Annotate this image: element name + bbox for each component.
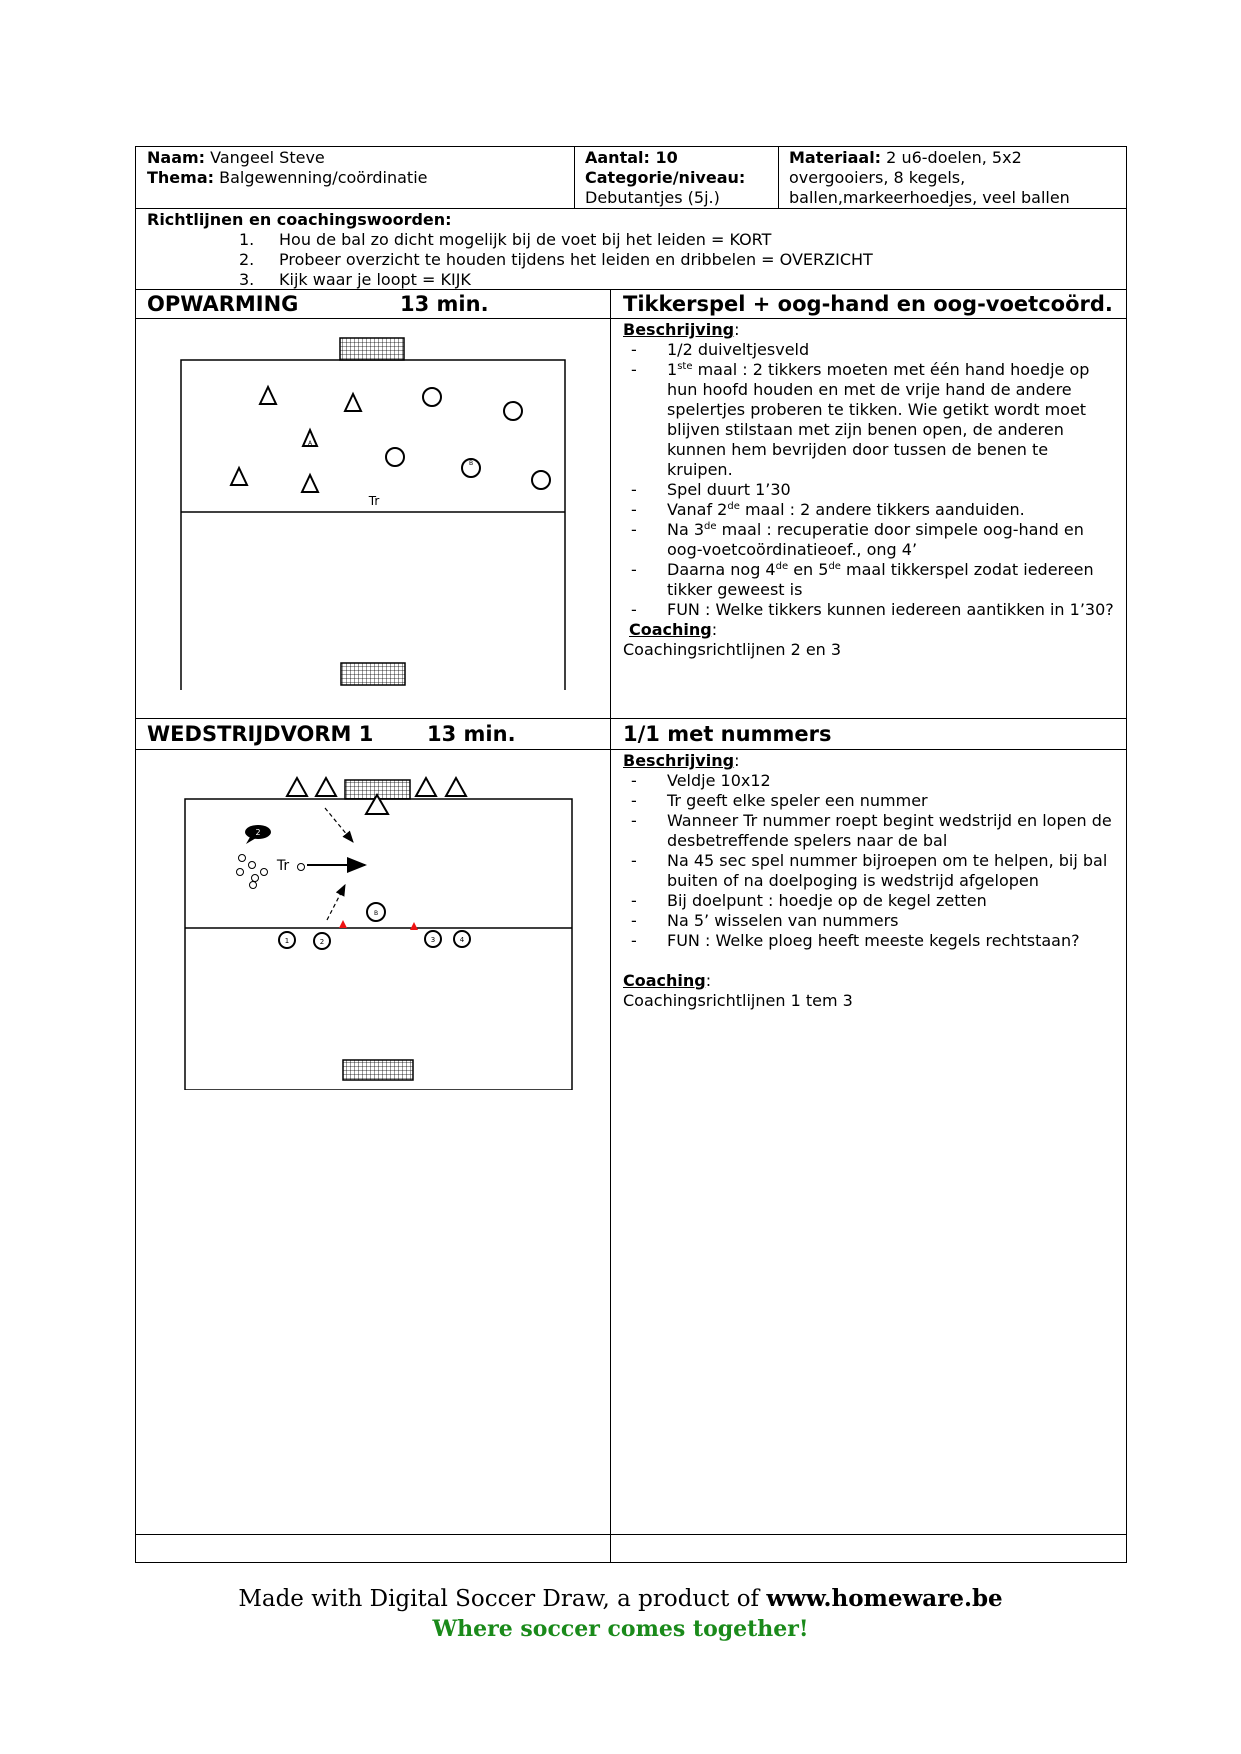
player-number: 1 (284, 937, 290, 945)
text: maal : 2 tikkers moeten met één hand hoedje op hun hoofd houden en met de vrije hand de andere spelertjes proberen te tikken. Wie getikt wordt moet blijven stilstaan met zijn benen open, de anderen kunnen hem bevrijden door tussen de benen te kruipen. (667, 360, 1090, 479)
footer-credit-text: Made with Digital Soccer Draw, a product of (238, 1586, 767, 1612)
text: maal : 2 andere tikkers aanduiden. (739, 500, 1025, 519)
list-item: - Bij doelpunt : hoedje op de kegel zetten (623, 891, 1118, 911)
row-line-4 (135, 718, 1127, 719)
ordinal: ste (677, 361, 693, 372)
cone-icon (287, 778, 307, 796)
categorie-value: Debutantjes (5j.) (585, 188, 720, 207)
match1-title: 1/1 met nummers (623, 722, 832, 746)
header-divider-1 (574, 146, 575, 208)
aantal-label: Aantal: 10 (585, 148, 678, 167)
thema-value: Balgewenning/coördinatie (219, 168, 428, 187)
text: maal tikkerspel zodat iedereen tikker geweest is (667, 560, 1094, 599)
row-line-6 (135, 1534, 1127, 1535)
cone-icon (446, 778, 466, 796)
materiaal-label: Materiaal: (789, 148, 882, 167)
list-item: - FUN : Welke ploeg heeft meeste kegels rechtstaan? (623, 931, 1118, 951)
list-item: - Na 5’ wisselen van nummers (623, 911, 1118, 931)
match1-bottom-goal (343, 1060, 413, 1080)
ball-icon (239, 855, 246, 862)
list-item (623, 500, 1118, 520)
guidelines-block (147, 210, 1117, 290)
footer-slogan: Where soccer comes together! (432, 1616, 809, 1642)
materiaal-value-2: overgooiers, 8 kegels, (789, 168, 966, 187)
cone-icon (416, 778, 436, 796)
warmup-coaching-label: Coaching (629, 620, 712, 639)
match1-field-diagram (170, 770, 580, 1090)
guideline-number: 2. (239, 250, 255, 269)
naam-value: Vangeel Steve (210, 148, 325, 167)
guideline-item (147, 250, 1117, 270)
colon: : (734, 320, 740, 339)
list-item: - Na 45 sec spel nummer bijroepen om te helpen, bij bal buiten of na doelpoging is wedstrijd afgelopen (623, 851, 1118, 891)
list-item (623, 520, 1118, 560)
colon: : (705, 971, 712, 990)
column-divider (610, 289, 611, 1562)
list-item: - Spel duurt 1’30 (623, 480, 1118, 500)
row-line-1 (135, 208, 1127, 209)
list-item (623, 560, 1118, 600)
ball-icon (261, 869, 268, 876)
player-letter: B (373, 910, 379, 917)
ball-icon (249, 862, 256, 869)
ordinal: de (828, 561, 841, 572)
warmup-bottom-goal (341, 663, 405, 685)
warmup-cone-letter: A (307, 440, 313, 447)
cone-icon (302, 475, 318, 492)
called-number: 2 (255, 828, 261, 837)
player-marker (386, 448, 404, 466)
footer-website: www.homeware.be (766, 1585, 1003, 1612)
warmup-desc-label: Beschrijving (623, 320, 735, 339)
guidelines-title: Richtlijnen en coachingswoorden: (147, 210, 452, 229)
player-number: 4 (459, 936, 465, 944)
match1-name: WEDSTRIJDVORM 1 (147, 722, 374, 746)
footer-credit (0, 1584, 1241, 1614)
cone-icon (316, 778, 336, 796)
guideline-item (147, 230, 1117, 250)
colon: : (734, 751, 740, 770)
ordinal: de (727, 501, 740, 512)
list-item: - Tr geeft elke speler een nummer (623, 791, 1118, 811)
warmup-duration: 13 min. (400, 292, 489, 316)
player-marker (423, 388, 441, 406)
header-material (789, 148, 1124, 208)
text: Daarna nog 4 (667, 560, 776, 579)
ordinal: de (704, 521, 717, 532)
player-number: 3 (430, 936, 436, 944)
guidelines-list (147, 230, 1117, 290)
warmup-player-letter: B (468, 460, 474, 467)
row-line-3 (135, 318, 1127, 319)
text: maal : recuperatie door simpele oog-hand en oog-voetcoördinatieoef., ong 4’ (667, 520, 1084, 559)
guideline-number: 3. (239, 270, 255, 289)
player-number: 2 (319, 938, 325, 946)
ball-icon (237, 869, 244, 876)
match1-trainer-label: Tr (276, 858, 290, 874)
ball-icon (250, 882, 257, 889)
match1-duration: 13 min. (427, 722, 516, 746)
text: Vanaf 2 (667, 500, 728, 519)
warmup-top-goal (340, 338, 404, 360)
text: 1 (667, 360, 678, 379)
red-cone-icon (410, 922, 418, 930)
match1-description (623, 751, 1118, 1011)
ball-icon (252, 875, 259, 882)
list-item: - Wanneer Tr nummer roept begint wedstrijd en lopen de desbetreffende spelers naar de bal (623, 811, 1118, 851)
warmup-list (623, 340, 1118, 620)
red-cone-icon (339, 920, 347, 928)
warmup-trainer-label: Tr (368, 494, 380, 508)
materiaal-value-3: ballen,markeerhoedjes, veel ballen (789, 188, 1070, 207)
naam-label: Naam: (147, 148, 206, 167)
header-name-theme (147, 148, 567, 188)
run-arrow (327, 885, 345, 920)
header-count-category (585, 148, 775, 208)
warmup-name: OPWARMING (147, 292, 299, 316)
cone-icon (260, 387, 276, 404)
materiaal-value-1: 2 u6-doelen, 5x2 (886, 148, 1022, 167)
guideline-text: Hou de bal zo dicht mogelijk bij de voet bij het leiden = KORT (279, 230, 772, 249)
guideline-text: Kijk waar je loopt = KIJK (279, 270, 471, 289)
row-line-5 (135, 749, 1127, 750)
text: Na 3 (667, 520, 705, 539)
run-arrow (325, 808, 353, 842)
categorie-label: Categorie/niveau: (585, 168, 746, 187)
table-border-top (135, 146, 1127, 147)
cone-icon (345, 394, 361, 411)
ordinal: de (775, 561, 789, 572)
table-border-bottom (135, 1562, 1127, 1563)
table-border-right (1126, 146, 1127, 1562)
ball-icon (298, 864, 305, 871)
thema-label: Thema: (147, 168, 215, 187)
colon: : (711, 620, 718, 639)
match1-coaching-label: Coaching (623, 971, 706, 990)
list-item: - Veldje 10x12 (623, 771, 1118, 791)
header-divider-2 (778, 146, 779, 208)
warmup-coaching-text: Coachingsrichtlijnen 2 en 3 (623, 640, 842, 659)
match1-desc-label: Beschrijving (623, 751, 735, 770)
match1-field (185, 799, 572, 1090)
guideline-item (147, 270, 1117, 290)
table-border-left (135, 146, 136, 1562)
guideline-text: Probeer overzicht te houden tijdens het leiden en dribbelen = OVERZICHT (279, 250, 873, 269)
match1-coaching-text: Coachingsrichtlijnen 1 tem 3 (623, 991, 853, 1010)
text: en 5 (788, 560, 829, 579)
guideline-number: 1. (239, 230, 255, 249)
list-item: - FUN : Welke tikkers kunnen iedereen aantikken in 1’30? (623, 600, 1118, 620)
warmup-description (623, 320, 1118, 660)
warmup-field-diagram (170, 330, 580, 690)
speech-bubble-tail (246, 837, 256, 844)
cone-icon (231, 468, 247, 485)
list-item (623, 360, 1118, 480)
player-marker (504, 402, 522, 420)
match1-list (623, 771, 1118, 951)
player-marker (532, 471, 550, 489)
list-item: - 1/2 duiveltjesveld (623, 340, 1118, 360)
warmup-title: Tikkerspel + oog-hand en oog-voetcoörd. (623, 292, 1113, 316)
